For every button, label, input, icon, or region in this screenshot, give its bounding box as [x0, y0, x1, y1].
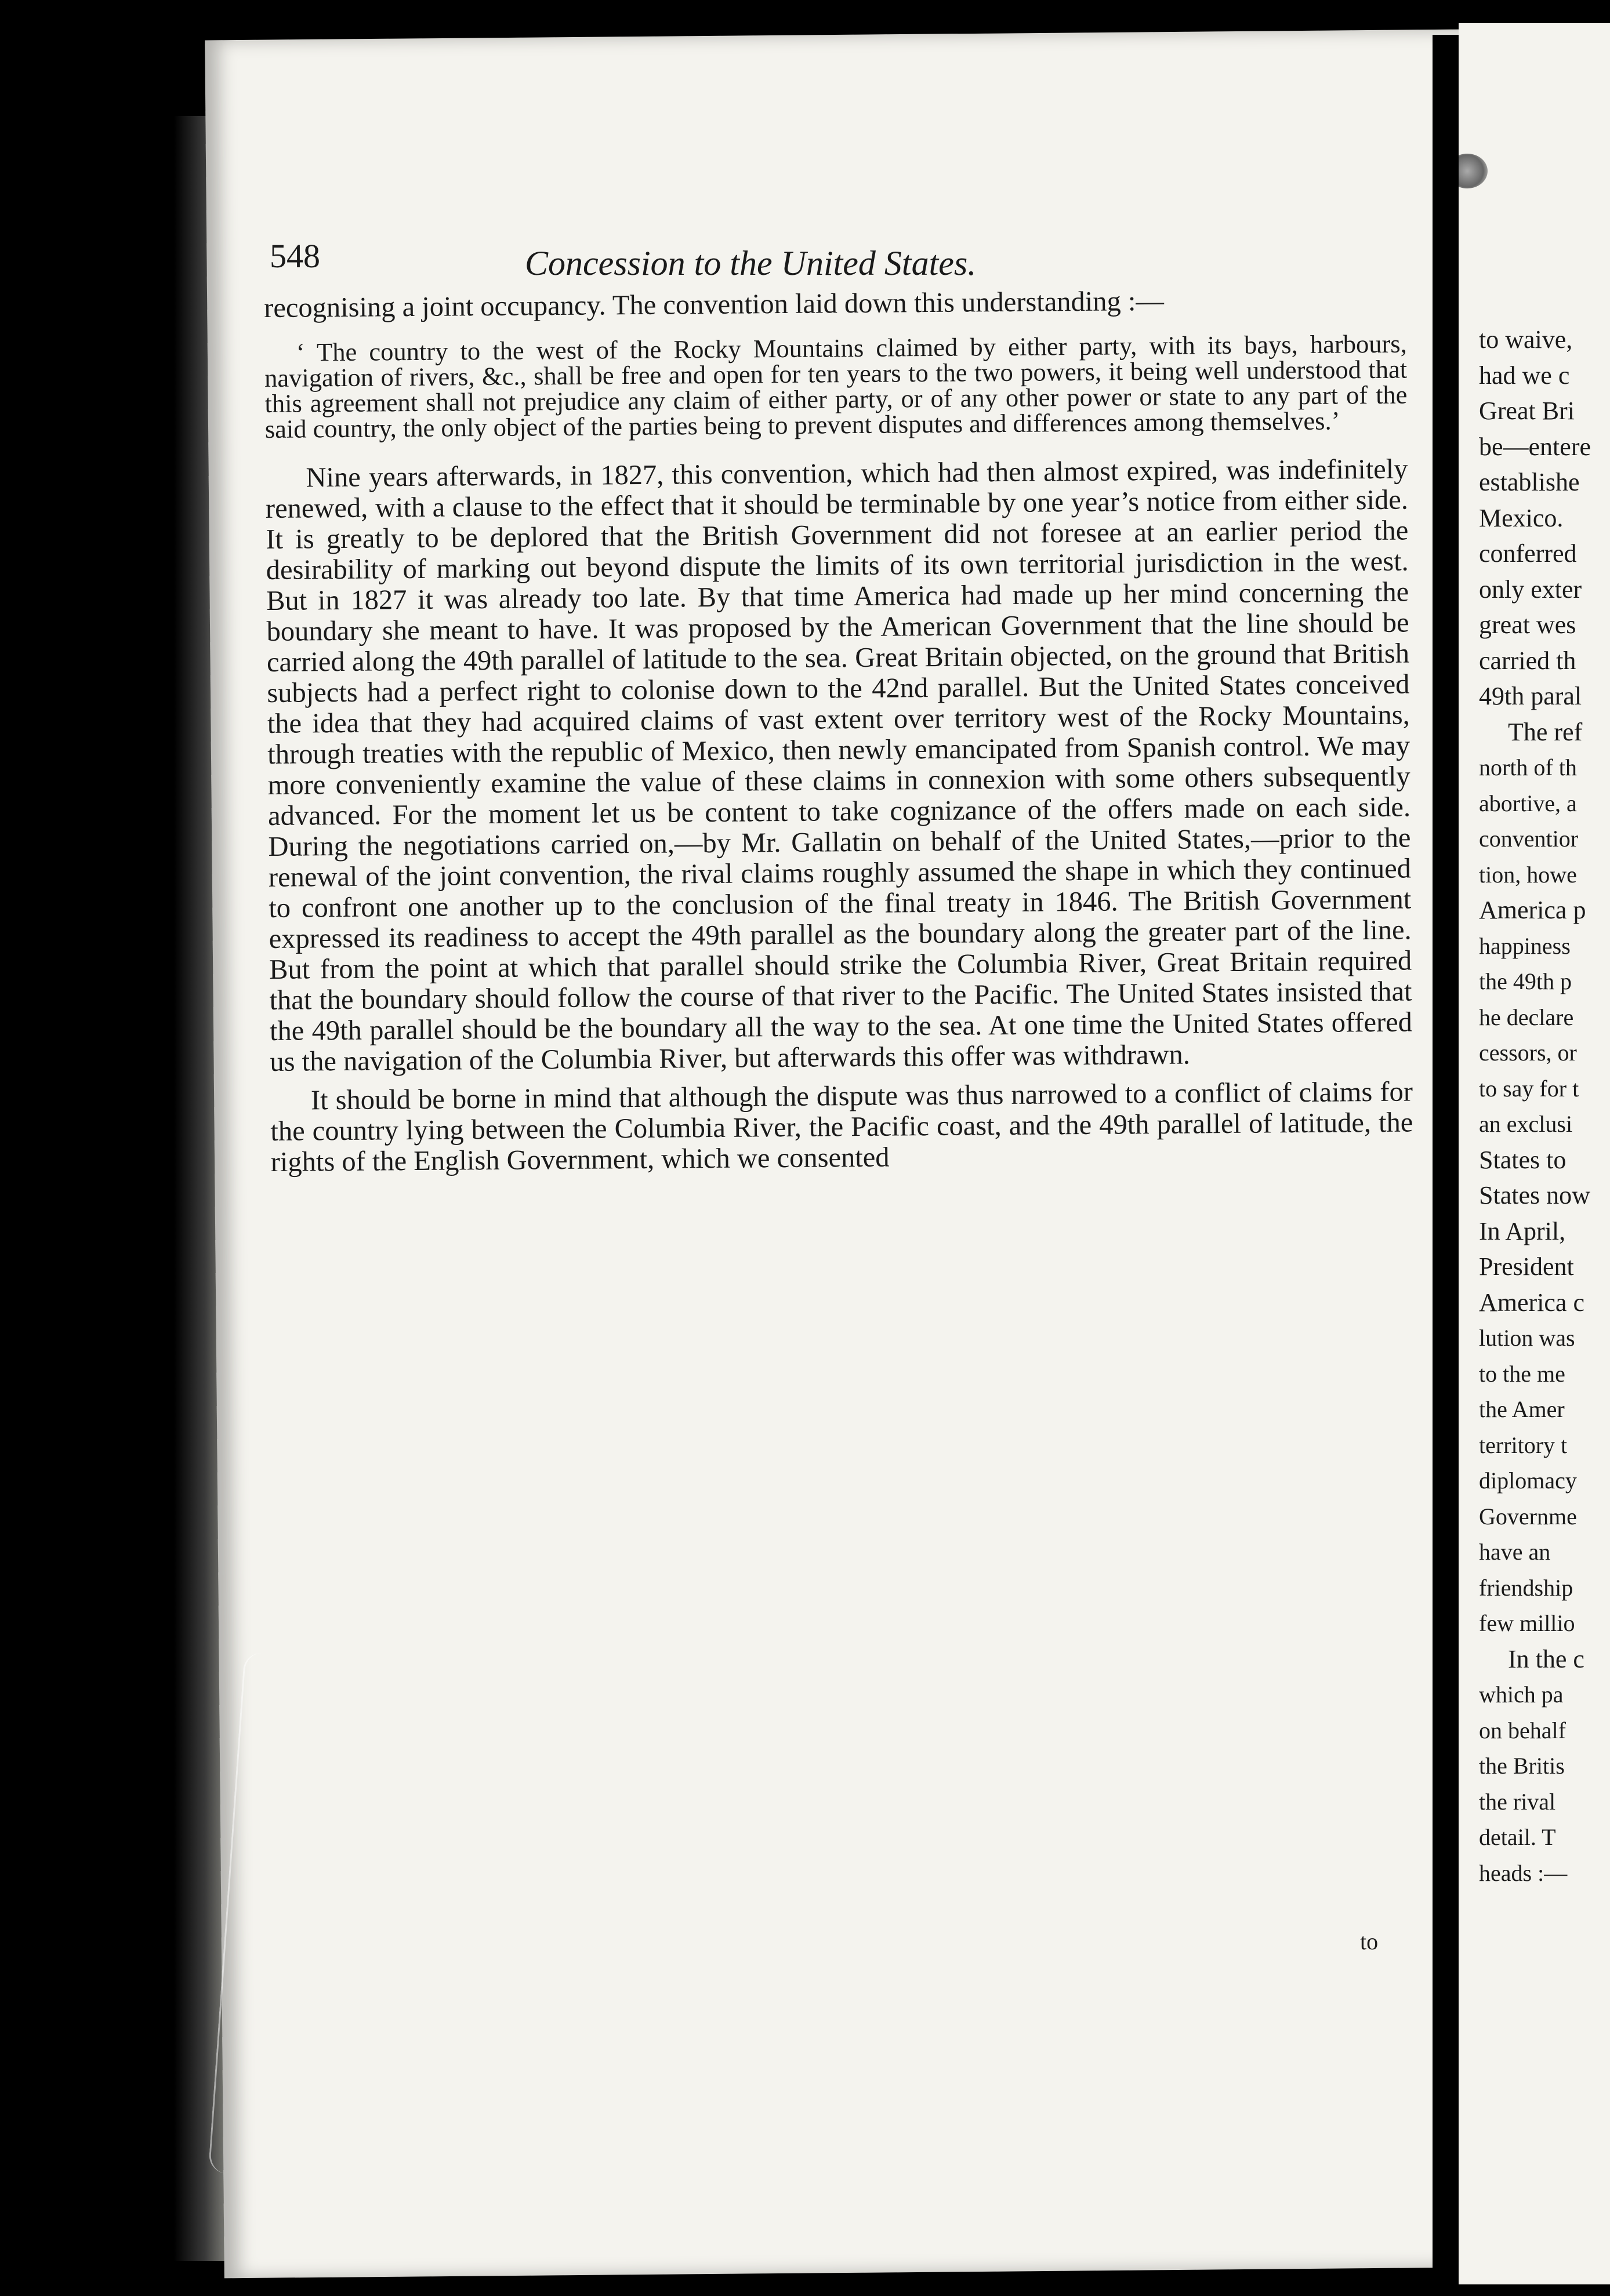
block-quote: ‘ The country to the west of the Rocky Mountains claimed by either party, with its bays, harbours, navigation of rivers, &c., shall be free and open for ten years to the two powers, it being well understood that this agreement shall not prejudice any claim of either party, or of any other power or state to any part of the said country, the only object of the parties being to prevent disputes and differences among themselves.’ — [264, 329, 1408, 444]
facing-line: lution was — [1479, 1325, 1575, 1351]
paragraph: Nine years afterwards, in 1827, this convention, which had then almost expired, was indefinitely renewed, with a clause to the effect that it should be terminable by one year’s notice from either side. It is greatly to be deplored that the British Government did not foresee at an earlier period the desirability of marking out beyond dispute the limits of its own territorial jurisdiction in the west. But in 1827 it was already too late. By that time America had made up her mind concerning the boundary she meant to have. It was proposed by the American Government that the line should be carried along the 49th parallel of latitude to the sea. Great Britain objected, on the ground that British subjects had a perfect right to colonise down to the 42nd parallel. But the United States conceived the idea that they had acquired claims of vast extent over territory west of the Rocky Mountains, through treaties with the republic of Mexico, then newly emancipated from Spanish control. We may more conveniently examine the value of these claims in connexion with some others subsequently advanced. For the moment let us be content to take cognizance of the offers made on each side. During the negotiations carried on,—by Mr. Gallatin on behalf of the United States,—prior to the renewal of the joint convention, the rival claims roughly assumed the shape in which they continued to confront one another up to the conclusion of the final treaty in 1846. The British Government expressed its readiness to accept the 49th parallel as the boundary along the greater part of the line. But from the point at which that parallel should strike the Columbia River, Great Britain required that the boundary should follow the course of that river to the Pacific. The United States insisted that the 49th parallel should be the boundary all the way to the sea. At one time the United States offered us the navigation of the Columbia River, but afterwards this offer was withdrawn. — [265, 453, 1413, 1077]
facing-line: States now — [1479, 1181, 1590, 1209]
facing-line: be—entere — [1479, 432, 1591, 461]
facing-line: few millio — [1479, 1610, 1575, 1636]
facing-line: the Amer — [1479, 1396, 1565, 1422]
facing-line: heads :— — [1479, 1859, 1568, 1886]
facing-line: carried th — [1479, 646, 1576, 675]
facing-line: establishe — [1479, 468, 1580, 496]
facing-line: only exter — [1479, 575, 1582, 604]
facing-line: territory t — [1479, 1432, 1568, 1458]
facing-line: abortive, a — [1479, 790, 1577, 816]
facing-line: tion, howe — [1479, 861, 1577, 888]
facing-line: In the c — [1508, 1644, 1584, 1673]
facing-line: In April, — [1479, 1216, 1566, 1245]
facing-line: an exclusi — [1479, 1111, 1573, 1137]
body-text — [264, 284, 1413, 1178]
facing-page — [1459, 23, 1610, 2284]
facing-line: conventior — [1479, 826, 1579, 852]
facing-line: The ref — [1508, 717, 1583, 746]
facing-line: he declare — [1479, 1004, 1574, 1030]
facing-line: to say for t — [1479, 1075, 1579, 1102]
facing-line: Governme — [1479, 1503, 1577, 1530]
facing-line: great wes — [1479, 611, 1576, 639]
facing-line: Mexico. — [1479, 503, 1564, 532]
facing-line: friendship — [1479, 1574, 1573, 1601]
facing-line: the 49th p — [1479, 968, 1572, 994]
facing-line: cessors, or — [1479, 1040, 1577, 1066]
paragraph: It should be borne in mind that although the dispute was thus narrowed to a conflict of claims for the country lying between the Columbia River, the Pacific coast, and the 49th parallel of latitude, the rights of the English Government, which we consented — [270, 1076, 1413, 1178]
facing-line: President — [1479, 1252, 1574, 1281]
facing-line: have an — [1479, 1539, 1551, 1565]
facing-line: America p — [1479, 896, 1586, 924]
facing-line: to the me — [1479, 1360, 1565, 1387]
running-head — [270, 237, 1198, 289]
facing-page-text — [1479, 322, 1610, 1891]
facing-line: had we c — [1479, 361, 1570, 390]
facing-line: on behalf — [1479, 1717, 1566, 1743]
paragraph: recognising a joint occupancy. The convention laid down this understanding :— — [264, 285, 1165, 324]
facing-line: America c — [1479, 1288, 1584, 1317]
facing-line: happiness — [1479, 932, 1571, 959]
facing-line: States to — [1479, 1145, 1567, 1174]
page-blemish — [1459, 154, 1488, 188]
catchword: to — [1360, 1928, 1379, 1954]
facing-line: the Britis — [1479, 1753, 1565, 1779]
page-number: 548 — [270, 237, 320, 275]
facing-line: Great Bri — [1479, 397, 1575, 425]
facing-line: which pa — [1479, 1681, 1564, 1708]
facing-line: diplomacy — [1479, 1467, 1577, 1494]
facing-line: detail. T — [1479, 1824, 1556, 1850]
facing-line: conferred — [1479, 539, 1577, 568]
facing-line: north of th — [1479, 754, 1577, 780]
running-title: Concession to the United States. — [525, 244, 977, 282]
facing-line: 49th paral — [1479, 682, 1582, 710]
facing-line: to waive, — [1479, 325, 1573, 354]
facing-line: the rival — [1479, 1788, 1556, 1815]
